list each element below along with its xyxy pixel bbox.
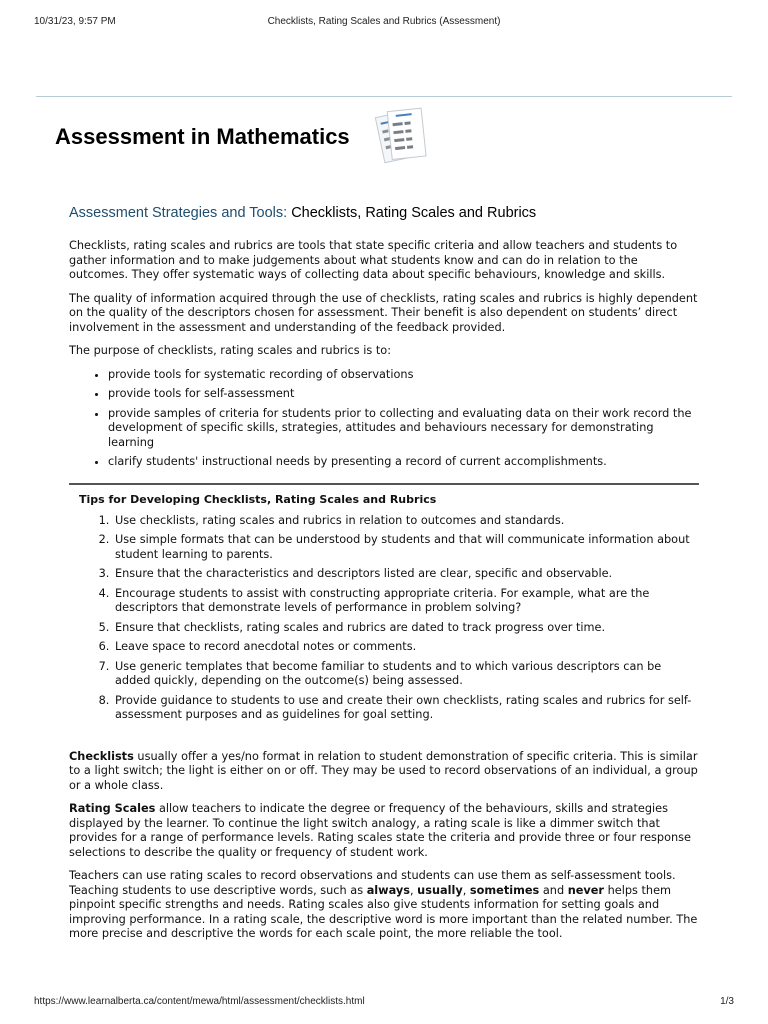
word-sometimes: sometimes	[469, 883, 540, 897]
list-item: 8. Provide guidance to students to use and create their own checklists, rating scales and rubrics for self-assessment purposes and as guidelines for goal setting.	[113, 694, 699, 723]
page-url: https://www.learnalberta.ca/content/mewa/html/assessment/checklists.html	[34, 996, 365, 1007]
heading-topic: Checklists, Rating Scales and Rubrics	[291, 205, 537, 221]
teachers-text: ,	[409, 883, 418, 897]
site-title: Assessment in Mathematics	[55, 124, 350, 149]
list-item: 4. Encourage students to assist with constructing appropriate criteria. For example, what are the descriptors that demonstrate levels of performance in problem solving?	[113, 587, 699, 616]
rating-scales-paragraph	[69, 802, 699, 860]
teachers-text: Teachers can use rating scales to record observations and students can use them as self-assessment tools. Teaching students to use descriptive words, such as	[69, 869, 676, 897]
list-item: • provide tools for self-assessment	[108, 387, 699, 402]
list-item: 7. Use generic templates that become familiar to students and to which various descriptors can be added quickly, depending on the outcome(s) being assessed.	[113, 660, 699, 689]
list-item: • clarify students' instructional needs by presenting a record of current accomplishments.	[108, 455, 699, 470]
teachers-text: helps them pinpoint specific strengths and needs. Rating scales also give students information for setting goals and improving performance. In a rating scale, the descriptive word is more important than the related number. The more precise and descriptive the words for each scale point, the more reliable the tool.	[69, 883, 698, 940]
teachers-text: ,	[462, 883, 470, 897]
purpose-lead: The purpose of checklists, rating scales and rubrics is to:	[69, 344, 391, 357]
checklists-term: Checklists	[69, 749, 134, 763]
page-heading	[69, 205, 699, 221]
quality-paragraph: The quality of information acquired through the use of checklists, rating scales and rubrics is highly dependent on the quality of the descriptors chosen for assessment. Their benefit is also dependent on students’ direct involvement in the assessment and understanding of the feedback provided.	[69, 291, 698, 334]
page-number: 1/3	[720, 996, 734, 1007]
list-item: 2. Use simple formats that can be understood by students and that will communicate information about student learning to parents.	[113, 533, 699, 562]
word-never: never	[567, 883, 605, 897]
teachers-paragraph	[69, 869, 699, 942]
list-item: 1. Use checklists, rating scales and rubrics in relation to outcomes and standards.	[113, 514, 699, 529]
rating-scales-text: allow teachers to indicate the degree or frequency of the behaviours, skills and strategies displayed by the learner. To continue the light switch analogy, a rating scale is like a dimmer switch that provides for a range of performance levels. Rating scales state the criteria and provide three or four response selections to describe the quality or frequency of student work.	[69, 802, 692, 859]
rating-scales-term: Rating Scales	[69, 802, 156, 815]
word-usually: usually	[417, 883, 463, 897]
top-divider	[36, 96, 732, 97]
teachers-text: and	[539, 883, 568, 897]
print-footer	[34, 996, 734, 1010]
heading-prefix: Assessment Strategies and Tools:	[69, 205, 288, 221]
print-header	[34, 16, 734, 30]
purpose-list	[69, 368, 699, 470]
list-item: 5. Ensure that checklists, rating scales and rubrics are dated to track progress over time.	[113, 621, 699, 636]
list-item: 6. Leave space to record anecdotal notes or comments.	[113, 640, 699, 655]
main-content	[69, 205, 699, 951]
checklists-paragraph	[69, 750, 699, 794]
list-item: • provide tools for systematic recording of observations	[108, 368, 699, 383]
print-doc-title: Checklists, Rating Scales and Rubrics (Assessment)	[267, 16, 501, 27]
tips-box	[69, 483, 699, 723]
checklists-text: usually offer a yes/no format in relation to student demonstration of specific criteria. This is similar to a light switch; the light is either on or off. They may be used to record observations of an individual, a group or a whole class.	[69, 749, 698, 792]
list-item: • provide samples of criteria for students prior to collecting and evaluating data on their work record the development of specific skills, strategies, attitudes and behaviours necessary for demonstrating learning	[108, 407, 699, 451]
word-always: always	[366, 883, 410, 897]
print-date: 10/31/23, 9:57 PM	[34, 16, 116, 27]
intro-paragraph: Checklists, rating scales and rubrics are tools that state specific criteria and allow teachers and students to gather information and to make judgements about what students know and can do in relation to the outcomes. They offer systematic ways of collecting data about specific behaviours, knowledge and skills.	[69, 239, 678, 281]
list-item: 3. Ensure that the characteristics and descriptors listed are clear, specific and observable.	[113, 567, 699, 582]
tips-title: Tips for Developing Checklists, Rating Scales and Rubrics	[79, 492, 437, 506]
documents-icon	[374, 104, 436, 170]
tips-list	[79, 514, 699, 723]
